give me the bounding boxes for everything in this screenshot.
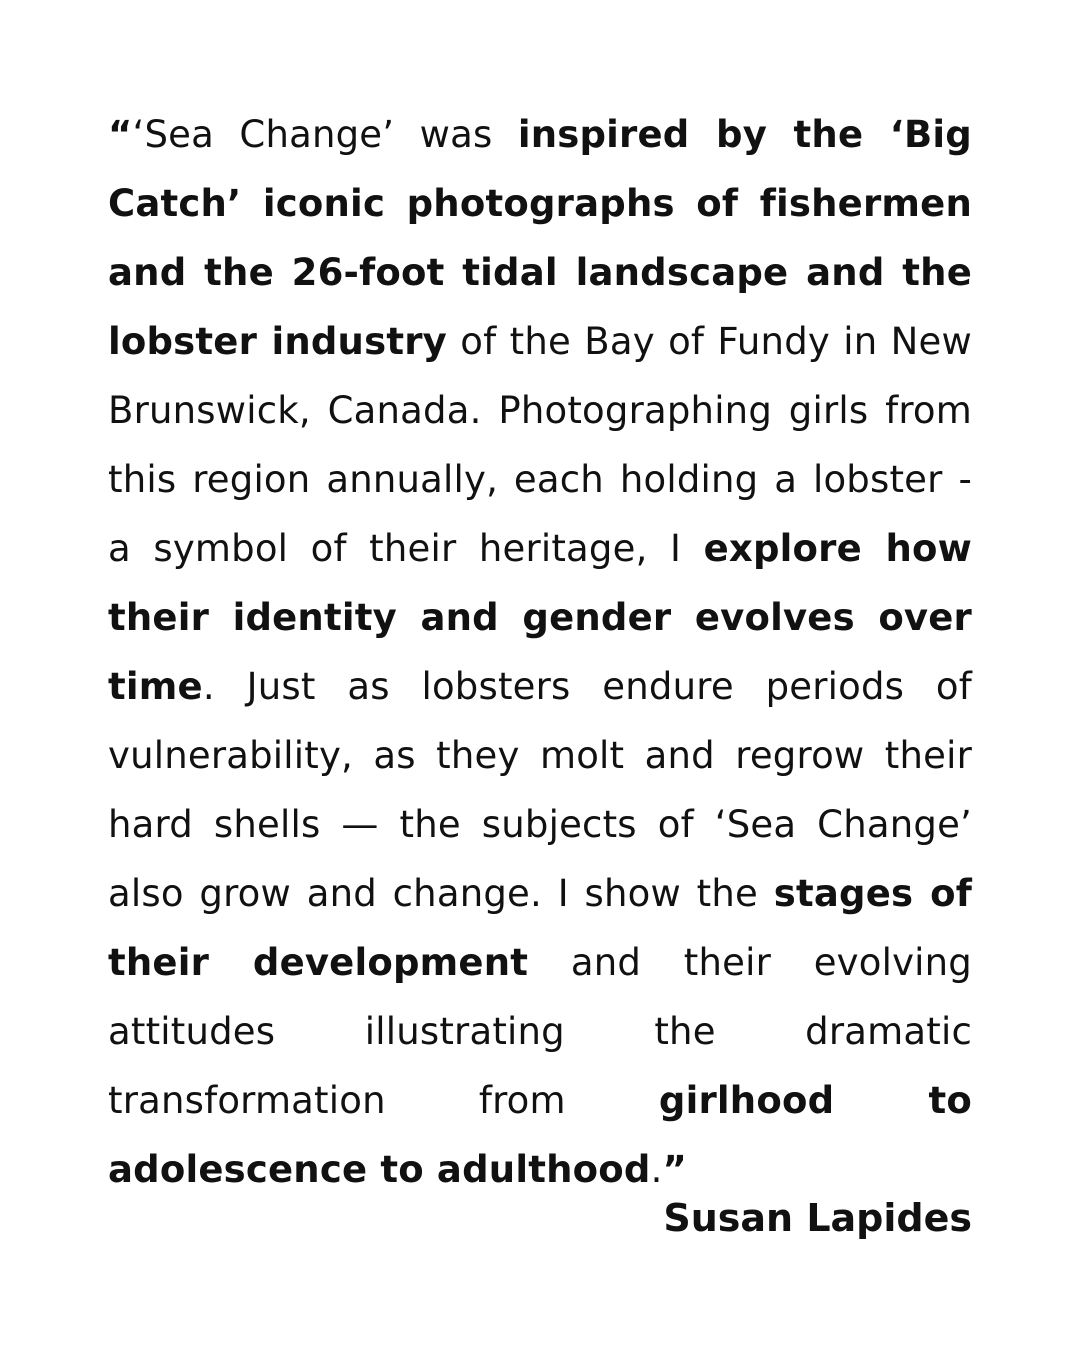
quote-segment: . [650, 1148, 663, 1191]
quote-segment-emphasis: explore how their identity and gender evolves over time [108, 527, 972, 708]
quote-segment: . Just as lobsters endure periods of vulnerability, as they molt and regrow their hard shells — the subjects of ‘Sea Change’ also grow and change. I show the [108, 665, 972, 915]
quote-segment: ‘Sea Change’ was [132, 113, 518, 156]
quote-segment: of the Bay of Fundy in New Brunswick, Canada. Photographing girls from this region annually, each holding a lobster - a symbol of their heritage, I [108, 320, 972, 570]
quote-segment-emphasis: inspired by the ‘Big Catch’ iconic photographs of fishermen and the 26-foot tidal landscape and the lobster industry [108, 113, 972, 363]
quote-attribution: Susan Lapides [663, 1196, 972, 1240]
quote-segment: ” [662, 1148, 688, 1191]
quote-segment-emphasis: stages of their development [108, 872, 972, 984]
quote-segment: and their evolving attitudes illustrating the dramatic transformation from [108, 941, 972, 1122]
quote-text [108, 100, 972, 1204]
quote-segment-emphasis: girlhood to adolescence to adulthood [108, 1079, 973, 1191]
quote-segment: “ [108, 113, 133, 156]
